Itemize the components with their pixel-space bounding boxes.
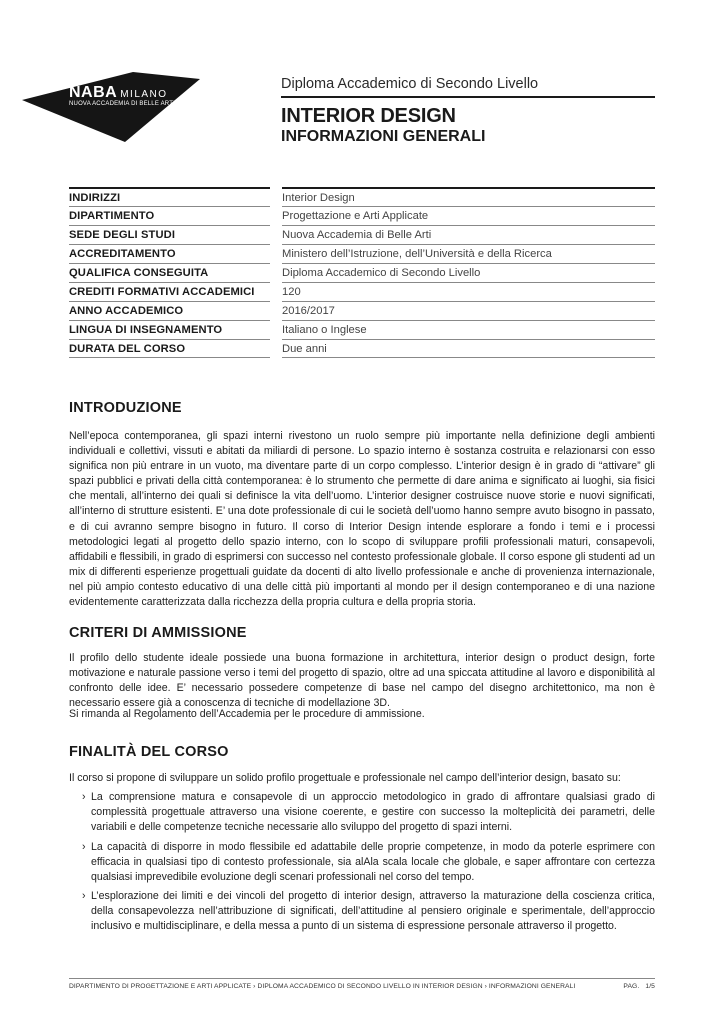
list-item-text: La comprensione matura e consapevole di un approccio metodologico in grado di affrontare qualsiasi grado di complessità progettuale attraverso una visione coerente, e gestire con successo la molteplicità dei parametri, delle variabili e delle competenze tecniche necessarie allo sviluppo del progetto di spazi interni. bbox=[91, 791, 655, 834]
criteri-note: Si rimanda al Regolamento dell’Accademia per le procedure di ammissione. bbox=[69, 708, 425, 720]
info-value: 120 bbox=[282, 282, 655, 301]
page-number: 1/5 bbox=[645, 983, 655, 990]
logo-wordmark bbox=[69, 84, 168, 102]
info-value: Due anni bbox=[282, 339, 655, 358]
list-item-text: L’esplorazione dei limiti e dei vincoli del progetto di interior design, attraverso la maturazione della coscienza critica, della consapevolezza nell’attribuzione di significati, dell’attitudine al pensiero originale e sperimentale, dell’approccio inclusivo e multidisciplinare, e della messa a punto di un sistema di espressione personale attraverso il progetto. bbox=[91, 890, 655, 933]
info-label: DURATA DEL CORSO bbox=[69, 339, 270, 358]
logo-name: NABA bbox=[69, 84, 118, 101]
naba-logo bbox=[22, 72, 200, 142]
info-row bbox=[69, 339, 655, 358]
document-header bbox=[281, 74, 655, 147]
info-label: INDIRIZZI bbox=[69, 187, 270, 206]
info-value: 2016/2017 bbox=[282, 301, 655, 320]
logo-shape bbox=[22, 72, 200, 142]
bullet-chevron-icon: › bbox=[82, 841, 86, 853]
introduzione-text: Nell’epoca contemporanea, gli spazi interni rivestono un ruolo sempre più importante nella definizione degli ambienti individuali e collettivi, vissuti e abitati da miliardi di persone. Lo spazio interno è sostanza costruita e relazionarsi con esso significa non più entrare in un vuoto, ma diventare parte di un corpo complesso. L’interior design è in grado di “attivare” gli spazi pubblici e privati della città contemporanea: è lo strumento che permette di dare anima e significato ai luoghi, sia fisici che mentali, all’interno dei quali si definisce la vita dell’uomo. L’interior designer costruisce nuove storie e nuovi significati, all’interno di strutture esistenti. E’ una dote professionale di cui le società dell’uomo hanno sempre avuto bisogno in passato, e di cui avranno sempre bisogno in futuro. Il corso di Interior Design intende esplorare a fondo i temi e i processi metodologici legati al progetto dello spazio interno, con lo scopo di sviluppare profili professionali maturi, consapevoli, affidabili e flessibili, in grado di esprimersi con successo nel contesto professionale globale. Il corso espone gli studenti ad un mix di differenti esperienze progettuali guidate da docenti di alto livello professionale e anche di provenienza internazionale, nel più ampio contesto educativo di una delle città più importanti al mondo per il design contemporaneo e di una nazione evidentemente caratterizzata dalla ricchezza della propria cultura e della propria storia. bbox=[69, 430, 655, 609]
bullet-chevron-icon: › bbox=[82, 890, 86, 902]
finalita-heading: FINALITÀ DEL CORSO bbox=[69, 744, 229, 760]
info-row bbox=[69, 282, 655, 301]
criteri-heading: CRITERI DI AMMISSIONE bbox=[69, 625, 247, 641]
info-value: Ministero dell’Istruzione, dell’Università e della Ricerca bbox=[282, 244, 655, 263]
logo-city: MILANO bbox=[120, 89, 168, 100]
info-row bbox=[69, 187, 655, 206]
program-name: Diploma Accademico di Secondo Livello bbox=[281, 76, 539, 92]
info-row bbox=[69, 320, 655, 339]
info-value: Interior Design bbox=[282, 187, 655, 206]
info-value: Italiano o Inglese bbox=[282, 320, 655, 339]
info-label: ACCREDITAMENTO bbox=[69, 244, 270, 263]
info-label: CREDITI FORMATIVI ACCADEMICI bbox=[69, 282, 270, 301]
info-table bbox=[69, 187, 655, 358]
page-subtitle: INFORMAZIONI GENERALI bbox=[281, 128, 486, 145]
introduzione-heading: INTRODUZIONE bbox=[69, 400, 182, 416]
info-label: QUALIFICA CONSEGUITA bbox=[69, 263, 270, 282]
info-row bbox=[69, 244, 655, 263]
info-value: Nuova Accademia di Belle Arti bbox=[282, 225, 655, 244]
criteri-text: Il profilo dello studente ideale possiede una buona formazione in architettura, interior design o product design, forte motivazione e naturale passione verso i temi del progetto di spazio, oltre ad una spiccata attitudine al lavoro e disponibilità al confronto delle idee. E’ necessario possedere competenze di base nel campo del disegno architettonico, ma non è necessario essere già a conoscenza di tecniche di modellazione 3D. bbox=[69, 652, 655, 710]
info-row bbox=[69, 206, 655, 225]
bullet-chevron-icon: › bbox=[82, 791, 86, 803]
list-item bbox=[69, 790, 655, 836]
info-row bbox=[69, 301, 655, 320]
list-item-text: La capacità di disporre in modo flessibile ed adattabile delle proprie competenze, in modo da poterle esprimere con efficacia in qualsiasi tipo di contesto professionale, sia alAla scala locale che globale, e saper affrontare con certezza qualsiasi imprevedibile evoluzione degli scenari professionali nel corso del tempo. bbox=[91, 841, 655, 884]
info-label: SEDE DEGLI STUDI bbox=[69, 225, 270, 244]
footer-breadcrumb: DIPARTIMENTO DI PROGETTAZIONE E ARTI APPLICATE › DIPLOMA ACCADEMICO DI SECONDO LIVELLO IN INTERIOR DESIGN › INFORMAZIONI GENERALI bbox=[69, 983, 576, 990]
info-row bbox=[69, 263, 655, 282]
finalita-intro: Il corso si propone di sviluppare un solido profilo progettuale e professionale nel campo dell’interior design, basato su: bbox=[69, 772, 621, 784]
logo-subtitle: NUOVA ACCADEMIA DI BELLE ARTI bbox=[69, 101, 175, 107]
info-label: ANNO ACCADEMICO bbox=[69, 301, 270, 320]
list-item bbox=[69, 840, 655, 886]
page-label: PAG. bbox=[623, 983, 640, 990]
page-footer bbox=[69, 978, 655, 990]
info-value: Diploma Accademico di Secondo Livello bbox=[282, 263, 655, 282]
info-label: DIPARTIMENTO bbox=[69, 206, 270, 225]
page-title: INTERIOR DESIGN bbox=[281, 105, 456, 127]
header-divider bbox=[281, 96, 655, 98]
info-label: LINGUA DI INSEGNAMENTO bbox=[69, 320, 270, 339]
info-row bbox=[69, 225, 655, 244]
list-item bbox=[69, 889, 655, 935]
info-value: Progettazione e Arti Applicate bbox=[282, 206, 655, 225]
